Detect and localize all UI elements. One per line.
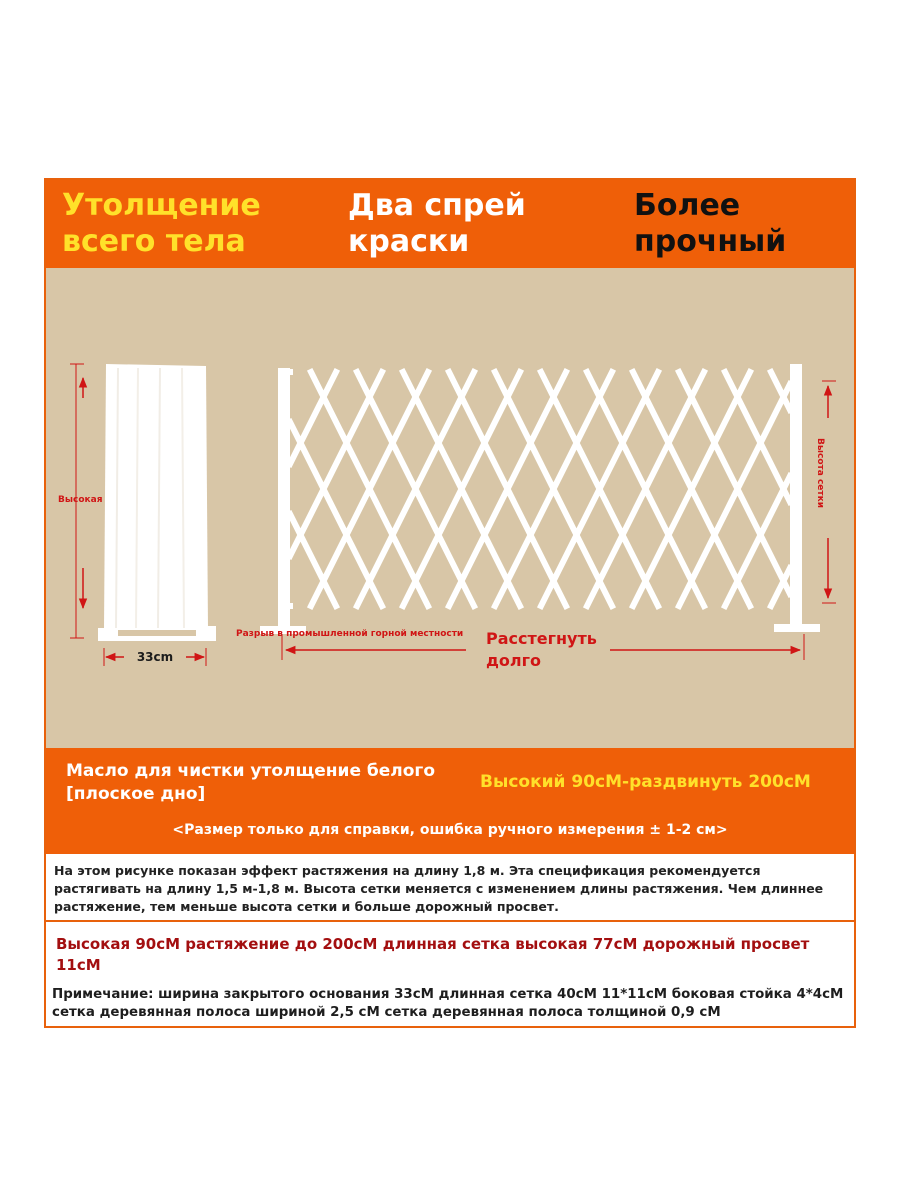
unfasten-label-line1: Расстегнуть: [486, 629, 597, 648]
product-diagram: [46, 268, 854, 748]
parameters-main: Высокая 90cM растяжение до 200cM длинная сетка высокая 77cM дорожный просвет 11cM: [56, 935, 810, 974]
width-dimension: [104, 648, 206, 666]
lattice-slat: [290, 372, 336, 464]
unfasten-label-line2: долго: [486, 651, 541, 670]
spec-size: Высокий 90cM-раздвинуть 200cM: [480, 772, 811, 792]
feature-spray-paint: Два спрей краски: [348, 188, 526, 259]
description-text: На этом рисунке показан эффект растяжения на длину 1,8 м. Эта спецификация рекомендуется растягивать на длину 1,5 м-1,8 м. Высота сетки меняется с изменением длины растяжения. Чем длиннее растяжение, тем меньше высота сетки и больше дорожный просвет.: [54, 863, 824, 914]
spec-note: <Размер только для справки, ошибка ручного измерения ± 1-2 см>: [172, 822, 728, 838]
parameters-note: Примечание: ширина закрытого основания 33cM длинная сетка 40cM 11*11cM боковая стойка 4*4cM сетка деревянная полоса шириной 2,5 cM сетка деревянная полоса толщиной 0,9 cM: [52, 987, 844, 1020]
description-box: [46, 854, 854, 922]
fence-diagram: [46, 268, 854, 748]
product-info-card: [44, 178, 856, 1028]
spec-title: Масло для чистки утолщение белого [плоское дно]: [66, 761, 435, 804]
grid-height-label: Высота сетки: [815, 438, 825, 509]
feature-banner: [46, 180, 854, 268]
feature-thickening: Утолщение всего тела: [62, 188, 261, 259]
parameters-box: [46, 930, 854, 1028]
expanded-fence-image: [260, 364, 820, 634]
gap-label: Разрыв в промышленной горной местности: [236, 629, 464, 639]
lattice-slat: [290, 514, 336, 606]
length-dimension: [236, 629, 804, 670]
width-label: 33cm: [136, 650, 174, 664]
spec-banner: [46, 748, 854, 854]
folded-fence-image: [98, 364, 216, 641]
feature-durable: Более прочный: [634, 188, 787, 259]
grid-height-dimension: [815, 381, 836, 603]
height-label: Высокая: [58, 495, 103, 505]
height-dimension: [58, 364, 103, 638]
